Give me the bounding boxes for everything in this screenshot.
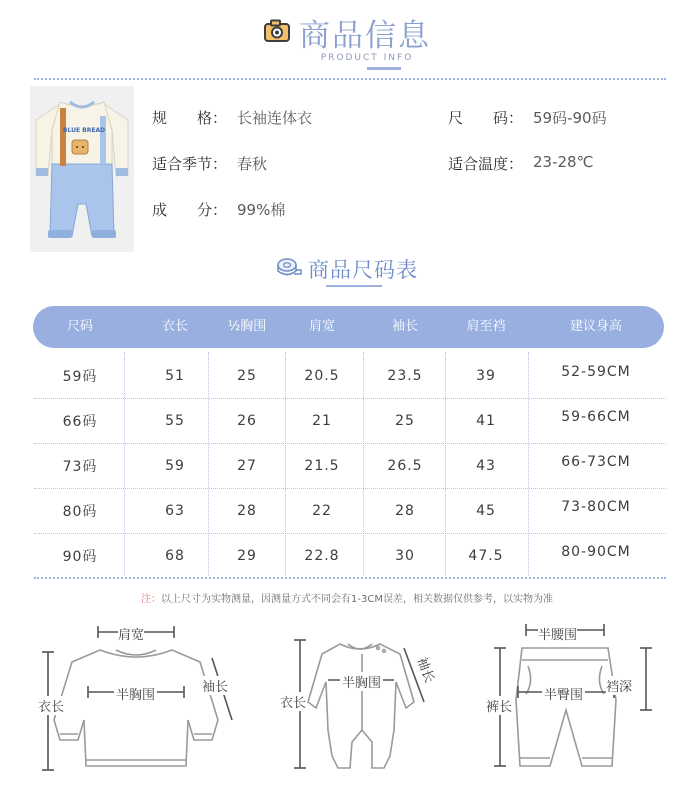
- column-header: 肩至裆: [466, 319, 506, 334]
- section-subtitle: PRODUCT INFO: [320, 53, 414, 63]
- table-cell: 29: [237, 548, 257, 564]
- spec-temperature: 适合温度： 23-28℃: [448, 153, 594, 173]
- table-cell: 43: [476, 458, 496, 474]
- table-cell: 20.5: [304, 368, 340, 384]
- label-sleeve-length: 袖长: [202, 676, 228, 695]
- pants-diagram: [486, 620, 686, 790]
- label-garment-length: 衣长: [38, 696, 64, 715]
- column-header: 尺码: [66, 319, 94, 334]
- column-separator: [363, 352, 364, 576]
- column-header: 肩宽: [308, 319, 336, 334]
- size-table-title: 商品尺码表: [0, 254, 694, 284]
- table-cell: 80-90CM: [561, 544, 631, 560]
- table-cell: 73-80CM: [561, 499, 631, 515]
- label-garment-length: 衣长: [280, 692, 306, 711]
- spec-season: 适合季节： 春秋: [152, 155, 268, 173]
- print-text: BLUE BREAD: [62, 127, 106, 134]
- table-cell: 30: [395, 548, 415, 564]
- divider: [34, 577, 666, 579]
- table-cell: 41: [476, 413, 496, 429]
- label-half-chest: 半胸围: [340, 672, 383, 691]
- table-cell: 55: [165, 413, 185, 429]
- tape-measure-icon: [276, 256, 302, 282]
- label-sleeve-length: 袖长: [414, 654, 441, 685]
- table-cell: 66码: [62, 414, 98, 430]
- table-cell: 22.8: [304, 548, 340, 564]
- column-separator: [528, 352, 529, 576]
- table-cell: 26.5: [387, 458, 423, 474]
- table-cell: 21: [312, 413, 332, 429]
- label-shoulder-width: 肩宽: [118, 624, 144, 643]
- label-pants-length: 裤长: [486, 696, 512, 715]
- table-cell: 59码: [62, 369, 98, 385]
- column-separator: [208, 352, 209, 576]
- table-cell: 22: [312, 503, 332, 519]
- row-separator: [34, 398, 666, 399]
- label-half-waist: 半腰围: [538, 624, 577, 643]
- table-cell: 52-59CM: [561, 364, 631, 380]
- table-cell: 39: [476, 368, 496, 384]
- column-header: 建议身高: [569, 319, 623, 334]
- measurement-note: 注：以上尺寸为实物测量，因测量方式不同会有1-3CM误差，相关数据仅供参考，以实物为准: [141, 594, 553, 605]
- column-separator: [285, 352, 286, 576]
- column-header: 衣长: [161, 319, 189, 334]
- table-cell: 63: [165, 503, 185, 519]
- column-separator: [124, 352, 125, 576]
- table-header: [33, 306, 664, 348]
- label-rise-depth: 裆深: [606, 676, 632, 695]
- table-cell: 51: [165, 368, 185, 384]
- row-separator: [34, 533, 666, 534]
- table-cell: 59-66CM: [561, 409, 631, 425]
- product-image: [30, 86, 134, 252]
- table-cell: 73码: [62, 459, 98, 475]
- table-cell: 90码: [62, 549, 98, 565]
- table-cell: 66-73CM: [561, 454, 631, 470]
- table-cell: 25: [237, 368, 257, 384]
- spec-material: 成 分： 99%棉: [152, 201, 286, 219]
- table-cell: 45: [476, 503, 496, 519]
- product-info-header: [0, 10, 694, 70]
- title-underline: [326, 285, 382, 287]
- table-cell: 26: [237, 413, 257, 429]
- table-cell: 25: [395, 413, 415, 429]
- romper-diagram: [278, 630, 448, 795]
- spec-style: 规 格： 长袖连体衣: [152, 109, 313, 127]
- label-half-hip: 半臀围: [542, 684, 585, 703]
- camera-icon: [263, 19, 291, 47]
- column-header: ½胸围: [227, 319, 267, 334]
- table-cell: 23.5: [387, 368, 423, 384]
- spec-size: 尺 码： 59码-90码: [448, 109, 607, 127]
- row-separator: [34, 488, 666, 489]
- table-cell: 80码: [62, 504, 98, 520]
- label-half-chest: 半胸围: [114, 684, 157, 703]
- table-cell: 47.5: [468, 548, 504, 564]
- table-cell: 21.5: [304, 458, 340, 474]
- sweater-diagram: [34, 620, 244, 790]
- section-title: 商品信息: [299, 18, 431, 54]
- table-cell: 59: [165, 458, 185, 474]
- row-separator: [34, 443, 666, 444]
- table-cell: 28: [237, 503, 257, 519]
- column-header: 袖长: [391, 319, 419, 334]
- column-separator: [445, 352, 446, 576]
- table-cell: 68: [165, 548, 185, 564]
- divider: [34, 78, 666, 80]
- title-underline: [367, 67, 401, 70]
- table-cell: 27: [237, 458, 257, 474]
- table-cell: 28: [395, 503, 415, 519]
